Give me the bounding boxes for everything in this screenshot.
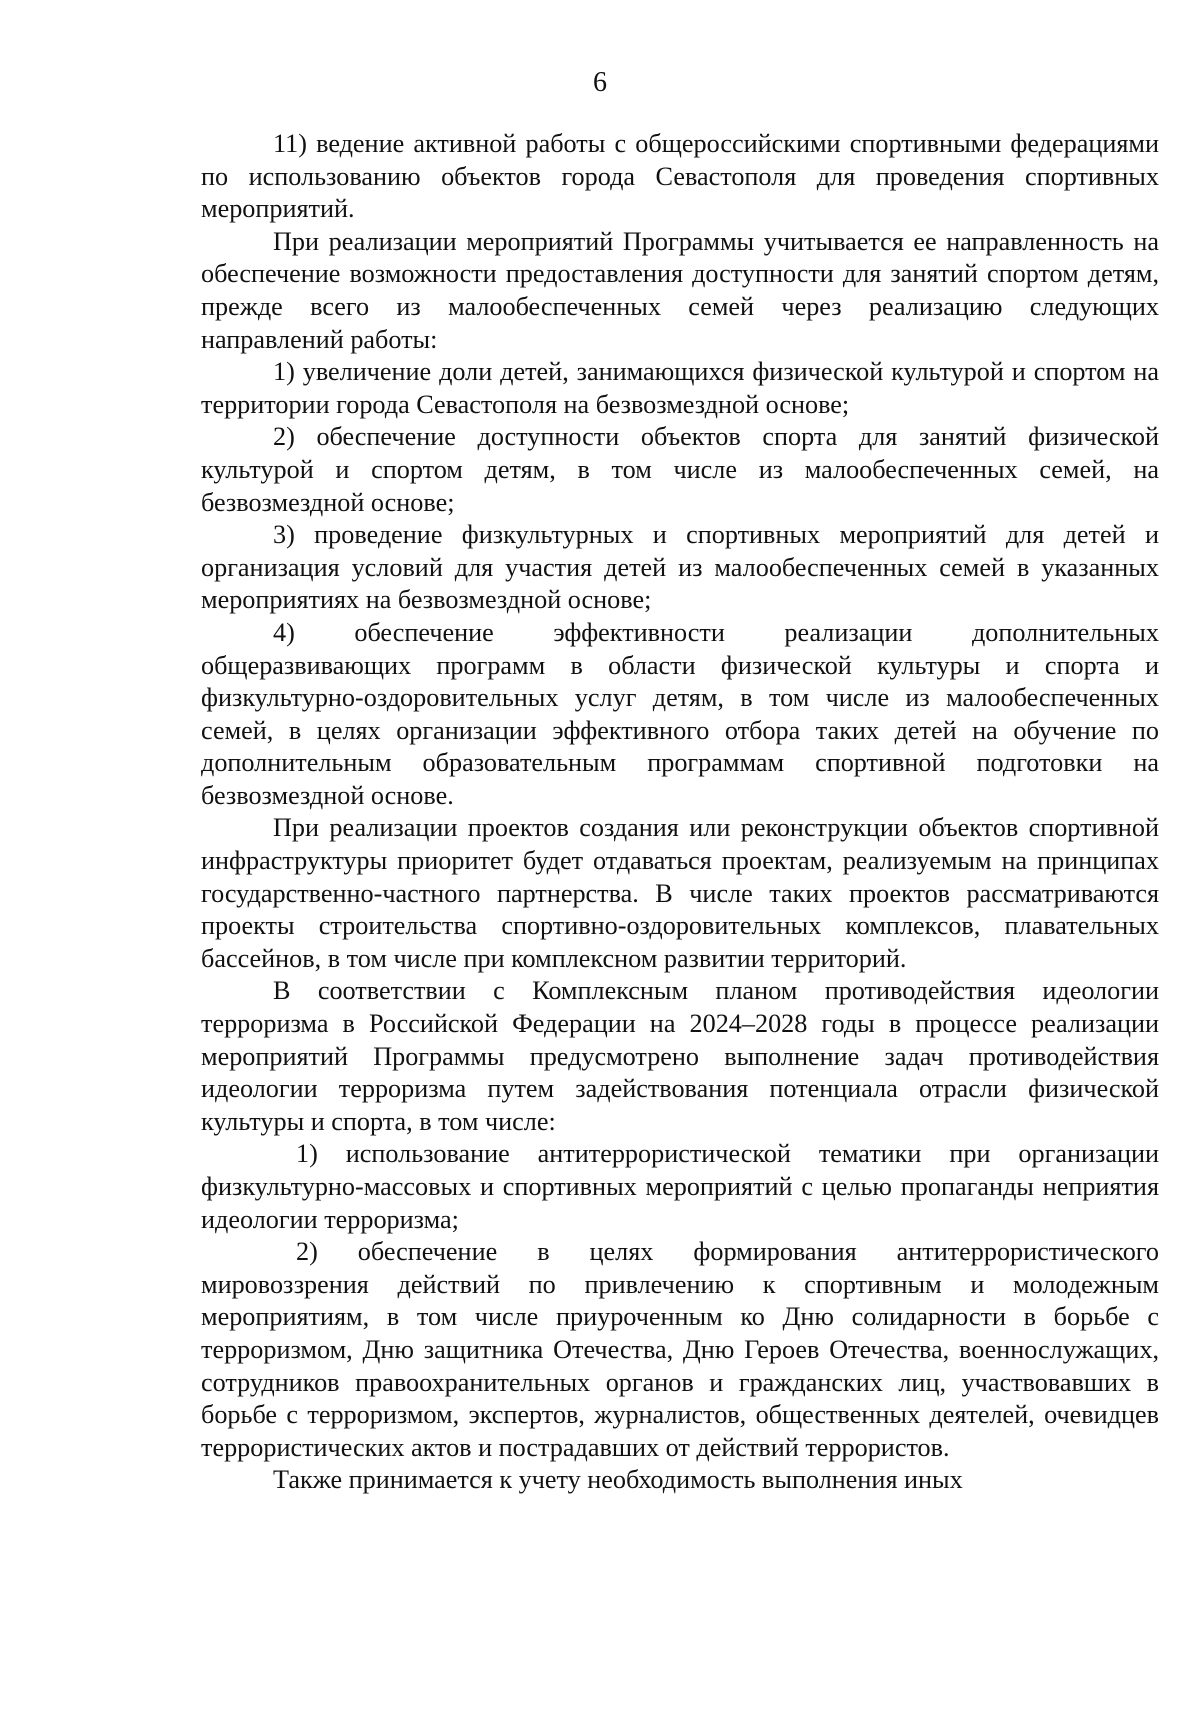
paragraph-direction-4: 4) обеспечение эффективности реализации дополнительных общеразвивающих программ в области физической культуры и спорта и физкультурно-оздоровительных услуг детям, в том числе из малообеспеченных семей, в целях организации эффективного отбора таких детей на обучение по дополнительным образовательным программам спортивной подготовки на безвозмездной основе. xyxy=(201,617,1159,810)
paragraph-direction-3: 3) проведение физкультурных и спортивных мероприятий для детей и организация условий для участия детей из малообеспеченных семей в указанных мероприятиях на безвозмездной основе; xyxy=(201,520,1159,615)
paragraph-closing: Также принимается к учету необходимость выполнения иных xyxy=(273,1465,963,1495)
paragraph-direction-2: 2) обеспечение доступности объектов спорта для занятий физической культурой и спортом детям, в том числе из малообеспеченных семей, на безвозмездной основе; xyxy=(201,422,1159,517)
paragraph-antiterror-plan: В соответствии с Комплексным планом противодействия идеологии терроризма в Российской Федерации на 2024–2028 годы в процессе реализации мероприятий Программы предусмотрено выполнение задач противодействия идеологии терроризма путем задействования потенциала отрасли физической культуры и спорта, в том числе: xyxy=(201,976,1159,1136)
page-number: 6 xyxy=(593,67,607,98)
paragraph-antiterror-1: 1) использование антитеррористической тематики при организации физкультурно-массовых и спортивных мероприятий с целью пропаганды неприятия идеологии терроризма; xyxy=(201,1139,1159,1234)
paragraph-infrastructure-projects: При реализации проектов создания или реконструкции объектов спортивной инфраструктуры приоритет будет отдаваться проектам, реализуемым на принципах государственно-частного партнерства. В числе таких проектов рассматриваются проекты строительства спортивно-оздоровительных комплексов, плавательных бассейнов, в том числе при комплексном развитии территорий. xyxy=(201,813,1159,973)
paragraph-program-directions: При реализации мероприятий Программы учитывается ее направленность на обеспечение возможности предоставления доступности для занятий спортом детям, прежде всего из малообеспеченных семей через реализацию следующих направлений работы: xyxy=(201,226,1159,354)
paragraph-direction-1: 1) увеличение доли детей, занимающихся физической культурой и спортом на территории города Севастополя на безвозмездной основе; xyxy=(201,357,1159,419)
paragraph-antiterror-2: 2) обеспечение в целях формирования антитеррористического мировоззрения действий по привлечению к спортивным и молодежным мероприятиям, в том числе приуроченным ко Дню солидарности в борьбе с терроризмом, Дню защитника Отечества, Дню Героев Отечества, военнослужащих, сотрудников правоохранительных органов и гражданских лиц, участвовавших в борьбе с терроризмом, экспертов, журналистов, общественных деятелей, очевидцев террористических актов и пострадавших от действий террористов. xyxy=(201,1237,1159,1462)
document-body xyxy=(201,128,1159,1497)
paragraph-item-11: 11) ведение активной работы с общероссийскими спортивными федерациями по использованию объектов города Севастополя для проведения спортивных мероприятий. xyxy=(201,129,1159,224)
